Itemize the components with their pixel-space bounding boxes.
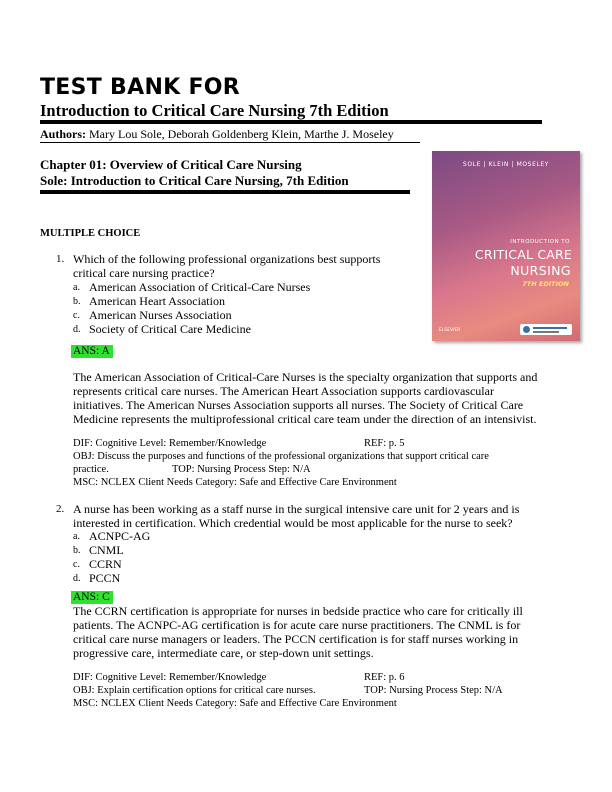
book-title: Introduction to Critical Care Nursing 7th Edition	[40, 101, 389, 120]
title-rule	[40, 120, 542, 124]
obj-field: OBJ: Discuss the purposes and functions of the professional organizations that support critical care	[73, 451, 489, 462]
choice-text: PCCN	[89, 571, 121, 585]
ref-field: REF: p. 6	[364, 672, 405, 683]
choice-letter: c.	[73, 310, 80, 321]
choice-letter: d.	[73, 324, 81, 335]
choice-letter: d.	[73, 573, 81, 584]
question-number: 1.	[56, 253, 65, 265]
authors-names: Mary Lou Sole, Deborah Goldenberg Klein, Marthe J. Moseley	[86, 127, 394, 141]
top-field: TOP: Nursing Process Step: N/A	[364, 685, 503, 696]
choice-letter: b.	[73, 296, 81, 307]
chapter-subtitle: Sole: Introduction to Critical Care Nursing, 7th Edition	[40, 173, 349, 188]
question-text: Which of the following professional organizations best supports critical care nursing practice?	[73, 252, 381, 280]
obj-field-cont: practice.	[73, 464, 109, 475]
ref-field: REF: p. 5	[364, 438, 405, 449]
msc-field: MSC: NCLEX Client Needs Category: Safe and Effective Care Environment	[73, 477, 397, 488]
choice-text: American Association of Critical-Care Nurses	[89, 280, 311, 294]
chapter-rule	[40, 190, 410, 194]
chapter-title: Chapter 01: Overview of Critical Care Nursing	[40, 157, 302, 172]
authors-rule	[40, 142, 420, 143]
cover-intro: INTRODUCTION TO	[510, 239, 570, 245]
msc-field: MSC: NCLEX Client Needs Category: Safe and Effective Care Environment	[73, 698, 397, 709]
answer-explanation: The American Association of Critical-Care Nurses is the specialty organization that supports and represents critical care nurses. The American Heart Association supports cardiovascular initiatives. The American Nurses Association supports all nurses. The Society of Critical Care Medicine represents the multiprofessional critical care team under the direction of an intensivist.	[73, 370, 538, 426]
answer-badge: ANS: A	[71, 345, 113, 358]
authors-line	[40, 127, 394, 142]
authors-label: Authors:	[40, 127, 87, 141]
cover-seal-logo	[520, 324, 572, 335]
top-field: TOP: Nursing Process Step: N/A	[172, 464, 311, 475]
answer-explanation: The CCRN certification is appropriate for nurses in bedside practice who care for critically ill patients. The ACNPC-AG certification is for acute care nurse practitioners. The CNML is for critical care nurse managers or leaders. The PCCN certification is for staff nurses working in progressive care, intermediate care, or step-down unit settings.	[73, 604, 523, 660]
cover-publisher: ELSEVIER	[439, 328, 461, 333]
choice-text: ACNPC-AG	[89, 529, 151, 543]
choice-letter: a.	[73, 531, 80, 542]
choice-text: CCRN	[89, 557, 122, 571]
cover-authors: SOLE | KLEIN | MOSELEY	[462, 161, 550, 168]
choice-text: CNML	[89, 543, 124, 557]
book-cover-image	[432, 151, 580, 341]
cover-edition: 7TH EDITION	[522, 280, 569, 288]
choice-text: American Heart Association	[89, 294, 225, 308]
dif-field: DIF: Cognitive Level: Remember/Knowledge	[73, 672, 267, 683]
cover-nursing: NURSING	[510, 263, 571, 278]
question-number: 2.	[56, 503, 65, 515]
choice-text: Society of Critical Care Medicine	[89, 322, 251, 336]
test-bank-heading: TEST BANK FOR	[40, 75, 241, 100]
section-heading: MULTIPLE CHOICE	[40, 228, 141, 239]
dif-field: DIF: Cognitive Level: Remember/Knowledge	[73, 438, 267, 449]
choice-letter: a.	[73, 282, 80, 293]
cover-critical-care: CRITICAL CARE	[474, 247, 572, 262]
answer-badge: ANS: C	[71, 591, 113, 604]
question-text: A nurse has been working as a staff nurse in the surgical intensive care unit for 2 years and is interested in certification. Which credential would be most applicable for the nurse to seek?	[73, 502, 520, 530]
choice-letter: b.	[73, 545, 81, 556]
choice-text: American Nurses Association	[89, 308, 232, 322]
choice-letter: c.	[73, 559, 80, 570]
obj-field: OBJ: Explain certification options for critical care nurses.	[73, 685, 316, 696]
